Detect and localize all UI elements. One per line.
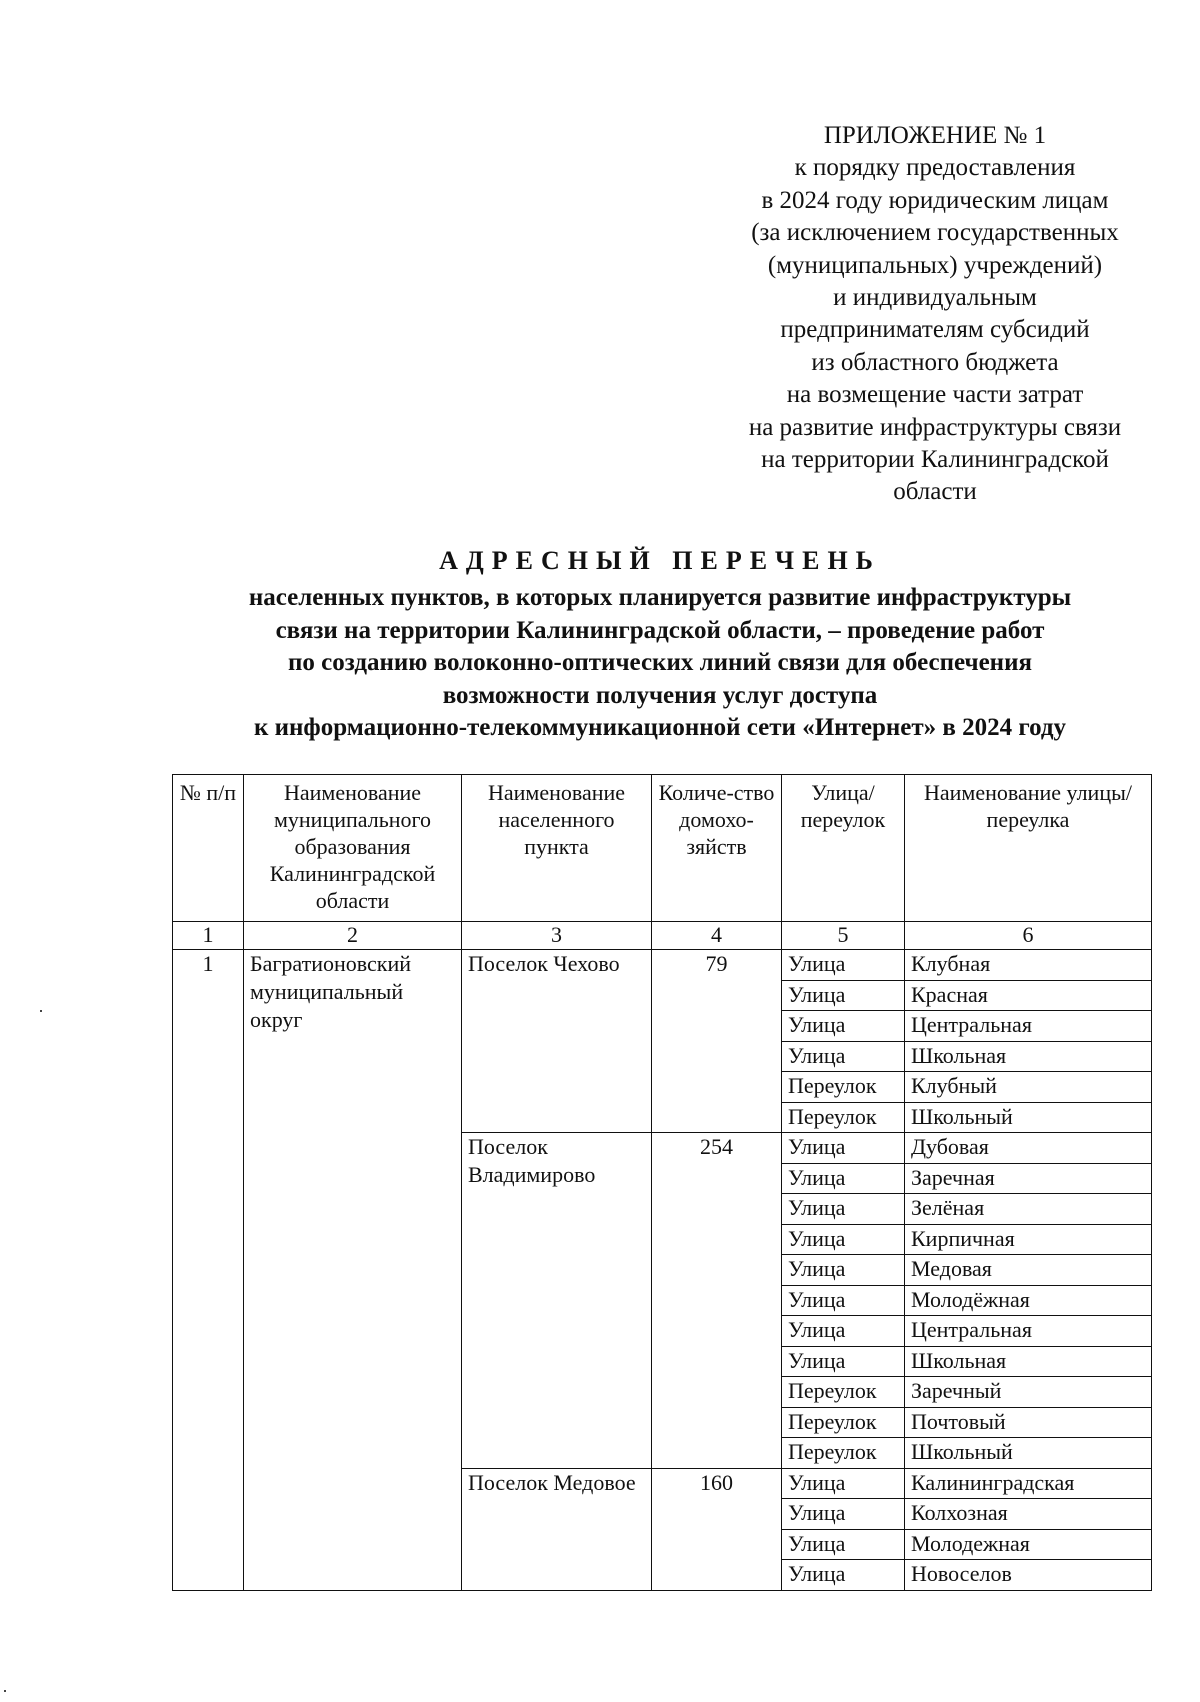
subtitle-line: по созданию волоконно-оптических линий связи для обеспечения [287,649,1033,677]
street-type-cell: Улица [782,1316,905,1347]
street-type-cell: Улица [782,1529,905,1560]
appendix-line: на возмещение части затрат [786,381,1084,409]
street-type-cell: Улица [782,1255,905,1286]
street-name-cell: Школьная [905,1041,1152,1072]
header-row [173,775,1152,922]
settlement-cell: Поселок Владимирово [462,1133,652,1469]
document-title: АДРЕСНЫЙ ПЕРЕЧЕНЬ [439,546,881,575]
street-type-cell: Переулок [782,1072,905,1103]
column-number-row [173,922,1152,950]
municipality-cell: Багратионовский муниципальный округ [244,950,462,1591]
street-name-cell: Заречная [905,1163,1152,1194]
header-number: № п/п [173,775,244,922]
street-type-cell: Переулок [782,1407,905,1438]
appendix-line: на развитие инфраструктуры связи [748,413,1122,441]
column-number: 3 [462,922,652,950]
appendix-line: (за исключением государственных [751,219,1119,247]
street-name-cell: Кирпичная [905,1224,1152,1255]
subtitle-line: возможности получения услуг доступа [442,681,878,709]
street-name-cell: Молодёжная [905,1285,1152,1316]
scan-speck [40,1010,42,1012]
street-type-cell: Улица [782,1468,905,1499]
subtitle-line: населенных пунктов, в которых планируется развитие инфраструктуры [248,584,1072,611]
street-name-cell: Школьный [905,1102,1152,1133]
street-type-cell: Улица [782,1499,905,1530]
settlement-cell: Поселок Чехово [462,950,652,1133]
street-name-cell: Центральная [905,1316,1152,1347]
header-households: Количе-ство домохо-зяйств [652,775,782,922]
appendix-line: предпринимателям субсидий [780,316,1090,344]
appendix-line: и индивидуальным [833,284,1037,312]
header-settlement: Наименование населенного пункта [462,775,652,922]
street-type-cell: Улица [782,1133,905,1164]
column-number: 6 [905,922,1152,950]
street-type-cell: Улица [782,1041,905,1072]
subtitle-line: связи на территории Калининградской области, – проведение работ [275,616,1045,644]
header-street-name: Наименование улицы/переулка [905,775,1152,922]
street-name-cell: Зелёная [905,1194,1152,1225]
street-name-cell: Клубный [905,1072,1152,1103]
street-type-cell: Переулок [782,1438,905,1469]
appendix-line: в 2024 году юридическим лицам [761,186,1109,214]
address-registry-table [172,774,1152,1591]
street-type-cell: Улица [782,1011,905,1042]
appendix-line: из областного бюджета [811,348,1059,376]
street-name-cell: Красная [905,980,1152,1011]
header-street-type: Улица/ переулок [782,775,905,922]
street-type-cell: Улица [782,950,905,981]
street-type-cell: Улица [782,1346,905,1377]
street-name-cell: Клубная [905,950,1152,981]
table-row [173,950,1152,981]
appendix-header [705,120,1165,509]
street-name-cell: Заречный [905,1377,1152,1408]
appendix-line: на территории Калининградской [761,446,1109,474]
appendix-line: (муниципальных) учреждений) [767,251,1103,279]
street-type-cell: Улица [782,980,905,1011]
street-name-cell: Калининградская [905,1468,1152,1499]
households-cell: 79 [652,950,782,1133]
subtitle-line: к информационно-телекоммуникационной сети «Интернет» в 2024 году [253,714,1067,742]
street-name-cell: Новоселов [905,1560,1152,1591]
households-cell: 160 [652,1468,782,1590]
street-name-cell: Молодежная [905,1529,1152,1560]
street-type-cell: Улица [782,1560,905,1591]
settlement-cell: Поселок Медовое [462,1468,652,1590]
street-name-cell: Дубовая [905,1133,1152,1164]
column-number: 5 [782,922,905,950]
street-name-cell: Почтовый [905,1407,1152,1438]
column-number: 4 [652,922,782,950]
street-type-cell: Улица [782,1194,905,1225]
table-header [173,775,1152,950]
appendix-line: области [893,478,977,506]
appendix-title: ПРИЛОЖЕНИЕ № 1 [823,122,1047,149]
street-name-cell: Школьная [905,1346,1152,1377]
table-body [173,950,1152,1591]
appendix-line: к порядку предоставления [794,154,1076,182]
street-name-cell: Колхозная [905,1499,1152,1530]
street-type-cell: Переулок [782,1377,905,1408]
street-name-cell: Центральная [905,1011,1152,1042]
households-cell: 254 [652,1133,782,1469]
street-type-cell: Переулок [782,1102,905,1133]
street-name-cell: Медовая [905,1255,1152,1286]
street-type-cell: Улица [782,1285,905,1316]
column-number: 2 [244,922,462,950]
header-municipality: Наименование муниципального образования Калининградской области [244,775,462,922]
document-subtitle [130,582,1190,745]
row-number-cell: 1 [173,950,244,1591]
column-number: 1 [173,922,244,950]
street-type-cell: Улица [782,1163,905,1194]
street-name-cell: Школьный [905,1438,1152,1469]
street-type-cell: Улица [782,1224,905,1255]
scan-speck [4,1690,6,1692]
